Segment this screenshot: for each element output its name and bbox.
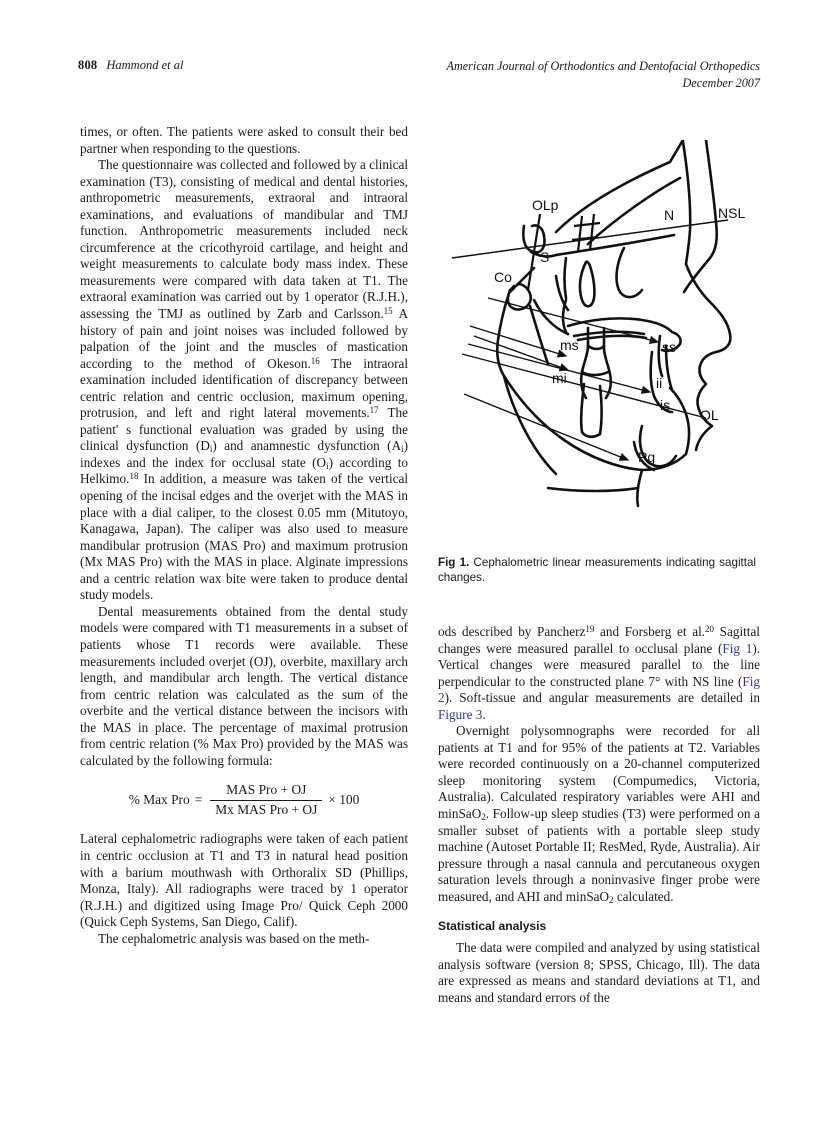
figure-1 [438, 140, 760, 585]
label-nsl: NSL [718, 205, 746, 221]
label-s: S [540, 249, 550, 265]
label-is: is [660, 397, 671, 413]
figure-caption [438, 556, 756, 585]
paragraph-analysis-start: The cephalometric analysis was based on the meth- [98, 930, 370, 946]
reference-19: 19 [585, 624, 595, 635]
reference-18: 18 [129, 471, 139, 482]
subscript-2-b: 2 [609, 894, 614, 905]
page-number: 808 [78, 58, 98, 72]
running-head-left [78, 58, 183, 73]
label-pg: Pg [638, 449, 656, 465]
paragraph-questionnaire: The questionnaire was collected and followed by a clinical examination (T3), consisting of medical and dental histories, anthropometric measurements, extraoral and intraoral examinations, and evaluations of mandibular and TMJ function. Anthropometric measurements included neck circumference at the cricothyroid cartilage, and height and weight measurements to calculate body mass index. These measurements were compared with data taken at T1. The extraoral examination was carried out by 1 operator (R.J.H.), assessing the TMJ as outlined by Zarb and Carlsson.$^{15}$ A history of pain and joint noises was included followed by palpation of the joint and the muscles of mastication according to the method of Okeson.$^{16}$ The intraoral examination included identification of discrepancy between centric relation and centric occlusion, maximum opening, protrusion, and left and right lateral movements.$^{17}$ The patient' s functional evaluation was graded by using the clinical dysfunction $(D_i)$ and anamnestic dysfunction $(A_i)$ indexes and the index for occlusal state $(O_i)$ according to Helkimo.$^{18}$ In addition, a measure was taken of the vertical opening of the incisal edges and the overjet with the MAS in place with a dial caliper, to the closest 0.05 mm (Mitutoyo, Kanagawa, Japan). The caliper was also used to measure mandibular protrusion (MAS Pro) and maximum protrusion (Mx MAS Pro) with the MAS in place. Alginate impressions and a centric relation wax bite were taken to produce dental study models. [80, 157, 409, 603]
issue-date: December 2007 [682, 75, 760, 90]
figure-caption-label: Fig 1. [438, 556, 470, 569]
xref-figure-3[interactable]: Figure 3 [438, 706, 483, 722]
running-head-authors: Hammond et al [106, 58, 184, 72]
xref-figure-2[interactable]: Fig 2 [438, 673, 760, 706]
reference-15: 15 [383, 306, 393, 317]
formula-max-protrusion [80, 782, 408, 818]
subscript-i-2: i [401, 444, 404, 455]
running-head-right [447, 58, 760, 91]
label-mi: mi [552, 370, 567, 386]
paragraph-polysomnographs: Overnight polysomnographs were recorded for all patients at T1 and for 95% of the patients at T2. Variables were recorded continuously on a 20-channel computerized sleep monitoring system (Compumedics, Victoria, Australia). Calculated respiratory variables were AHI and minSaO$_2$. Follow-up sleep studies (T3) were performed on a smaller subset of patients with a portable sleep study machine (Autoset Portable II; ResMed, Ryde, Australia). Air pressure through a nasal cannula and percutaneous oxygen saturation levels through a noninvasive finger probe were measured, and AHI and minSaO$_2$ calculated. [438, 723, 760, 905]
reference-16: 16 [310, 355, 320, 366]
measurement-mi [474, 336, 568, 370]
paragraph-statistics: The data were compiled and analyzed by using statistical analysis software (version 8; SPSS, Chicago, Ill). The data are expressed as means and standard deviations at T1, and means and standard errors of the [438, 940, 760, 1005]
running-head [78, 58, 760, 98]
paragraph-methods: ods described by Pancherz$^{19}$ and Forsberg et al.$^{20}$ Sagittal changes were measured parallel to occlusal plane (Fig 1). Vertical changes were measured parallel to the line perpendicular to the constructed plane 7° with NS line (Fig 2). Soft-tissue and angular measurements are detailed in Figure 3. [438, 624, 761, 722]
formula-left-side: % Max Pro [128, 792, 190, 808]
paragraph-continued: times, or often. The patients were asked to consult their bed partner when responding to the questions. [80, 124, 408, 156]
journal-title: American Journal of Orthodontics and Dentofacial Orthopedics [446, 59, 760, 73]
label-ms: ms [560, 337, 579, 353]
formula-denominator: Mx MAS Pro + OJ [210, 800, 322, 819]
label-olp: OLp [532, 197, 559, 213]
subscript-2-a: 2 [481, 811, 486, 822]
formula-fraction [210, 782, 322, 818]
left-column [80, 124, 408, 947]
formula-multiplier: × 100 [328, 792, 360, 808]
right-column [438, 624, 760, 1006]
subscript-i-1: i [209, 444, 213, 455]
reference-17: 17 [369, 405, 379, 416]
subscript-i-3: i [326, 460, 329, 471]
formula-numerator: MAS Pro + OJ [226, 782, 307, 798]
label-ss: ss [662, 339, 676, 355]
label-n: N [664, 207, 675, 223]
cephalometric-tracing [438, 140, 760, 548]
label-ol: OL [700, 407, 719, 423]
label-ii: ii [656, 375, 663, 391]
paragraph-dental-measurements: Dental measurements obtained from the dental study models were compared with T1 measurements in a subset of patients whose T1 records were available. These measurements included overjet (OJ), overbite, maxillary arch length, and mandibular arch length. The vertical distance from centric relation was calculated as the sum of the overbite and the vertical distance between the incisors with the MAS in place. The percentage of maximal protrusion from centric relation (% Max Pro) provided by the MAS was calculated by the following formula: [80, 603, 408, 768]
measurement-pg [464, 394, 628, 460]
xref-figure-1[interactable]: Fig 1 [722, 640, 753, 656]
formula-equals: = [194, 792, 203, 808]
label-co: Co [494, 269, 512, 285]
reference-20: 20 [705, 624, 715, 635]
section-heading-statistical-analysis: Statistical analysis [438, 919, 547, 934]
figure-caption-text: Cephalometric linear measurements indicating sagittal changes. [438, 556, 756, 584]
paragraph-radiographs: Lateral cephalometric radiographs were taken of each patient in centric occlusion at T1 and T3 in natural head position with a barium mouthwash with Orthoralix SD (Phillips, Monza, Italy). All radiographs were traced by 1 operator (R.J.H.) and digitized using Image Pro/ Quick Ceph 2000 (Quick Ceph Systems, San Diego, Calif). [80, 831, 408, 930]
